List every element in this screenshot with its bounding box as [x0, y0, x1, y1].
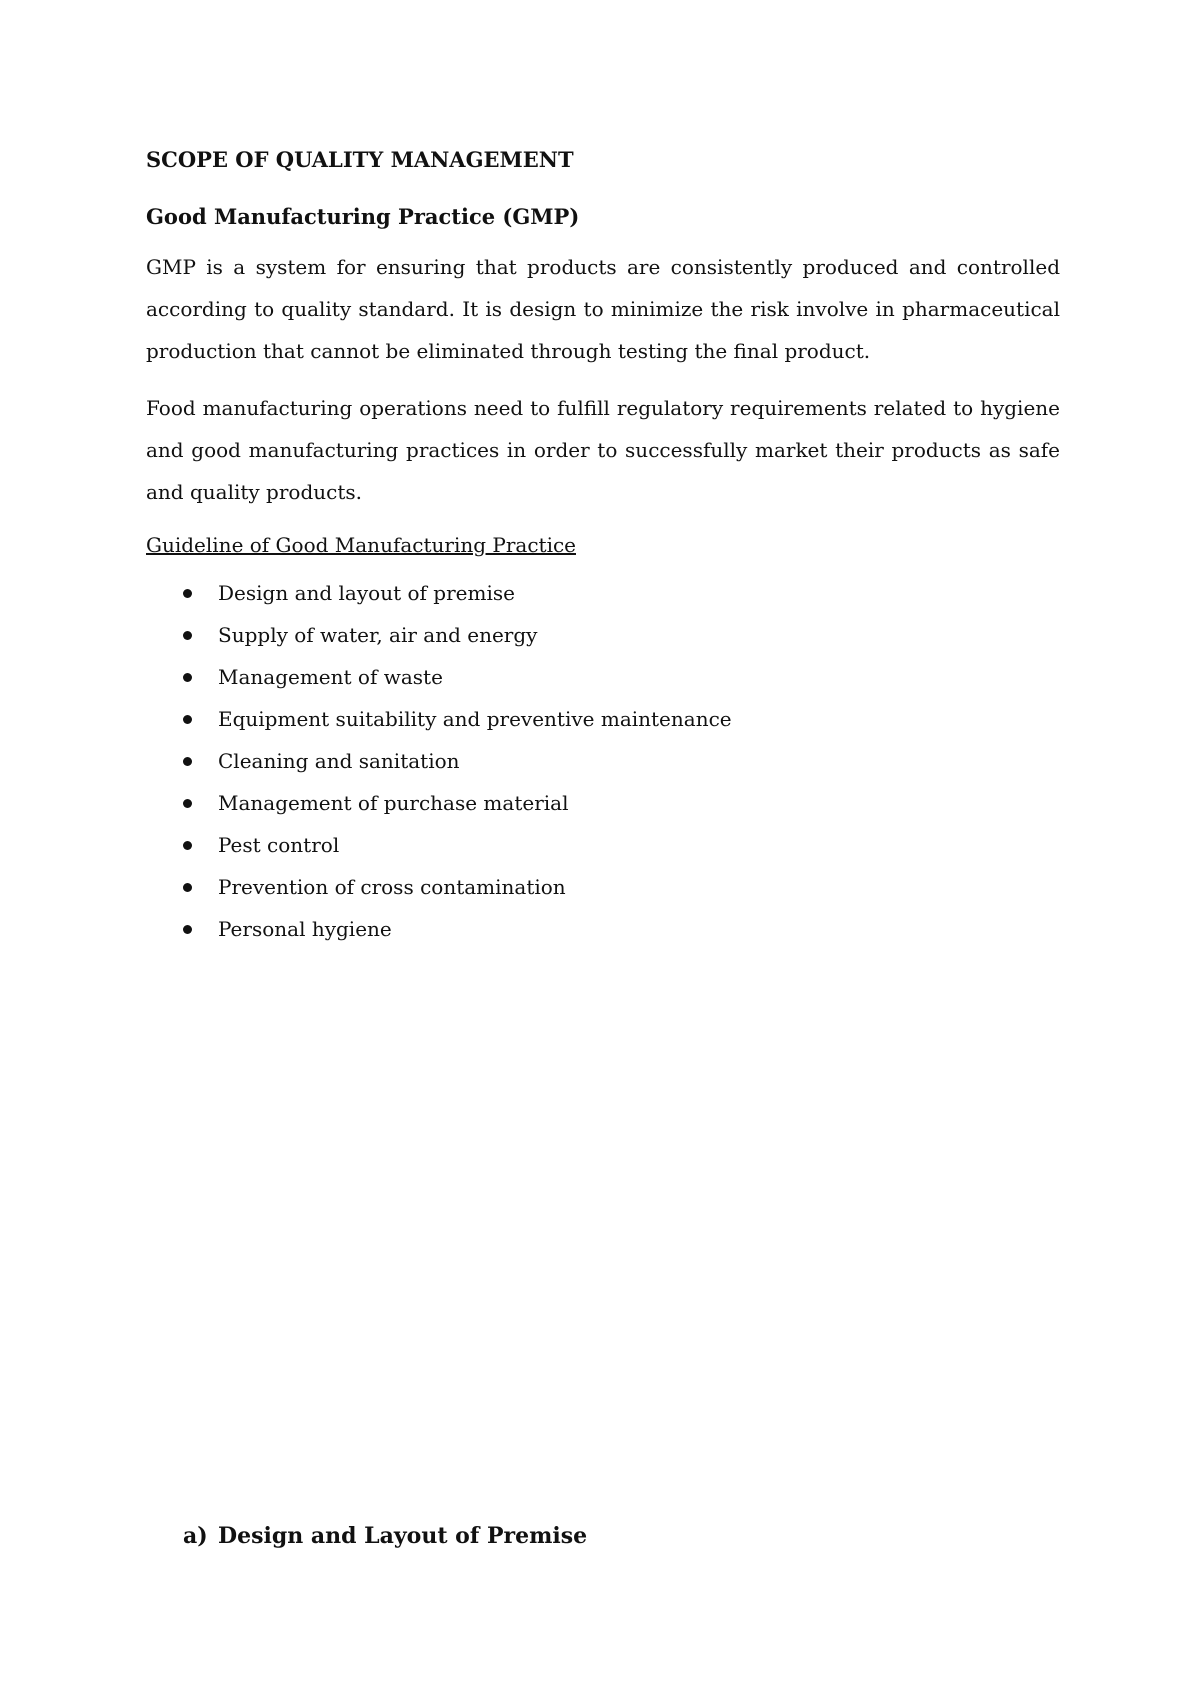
bullet-icon	[183, 925, 192, 934]
list-item-text: Equipment suitability and preventive maintenance	[218, 707, 732, 731]
section-subtitle: Good Manufacturing Practice (GMP)	[146, 204, 580, 229]
list-item-text: Supply of water, air and energy	[218, 623, 538, 647]
list-item	[146, 572, 1060, 614]
guideline-list	[146, 572, 1060, 950]
list-item-text: Prevention of cross contamination	[218, 875, 566, 899]
list-item	[146, 698, 1060, 740]
section-heading-design-layout	[183, 1521, 587, 1551]
bullet-icon	[183, 799, 192, 808]
document-content	[146, 146, 1060, 950]
list-item-text: Design and layout of premise	[218, 581, 515, 605]
paragraph-gmp-definition: GMP is a system for ensuring that products are consistently produced and controlled according to quality standard. It is design to minimize the risk involve in pharmaceutical production that cannot be eliminated through testing the final product.	[146, 255, 1060, 363]
bullet-icon	[183, 841, 192, 850]
list-item	[146, 614, 1060, 656]
section-title: Design and Layout of Premise	[218, 1523, 588, 1549]
list-item	[146, 656, 1060, 698]
list-item-text: Management of purchase material	[218, 791, 569, 815]
bullet-icon	[183, 673, 192, 682]
list-item	[146, 824, 1060, 866]
list-item	[146, 908, 1060, 950]
paragraph-food-manufacturing: Food manufacturing operations need to fulfill regulatory requirements related to hygiene and good manufacturing practices in order to successfully market their products as safe and quality products.	[146, 396, 1060, 504]
list-item-text: Cleaning and sanitation	[218, 749, 460, 773]
bullet-icon	[183, 757, 192, 766]
list-item	[146, 740, 1060, 782]
section-marker: a)	[183, 1523, 208, 1549]
document-title: SCOPE OF QUALITY MANAGEMENT	[146, 147, 574, 172]
list-item-text: Management of waste	[218, 665, 443, 689]
bullet-icon	[183, 589, 192, 598]
bullet-icon	[183, 631, 192, 640]
bullet-icon	[183, 883, 192, 892]
list-item-text: Personal hygiene	[218, 917, 392, 941]
list-item	[146, 866, 1060, 908]
list-item	[146, 782, 1060, 824]
bullet-icon	[183, 715, 192, 724]
list-item-text: Pest control	[218, 833, 340, 857]
guideline-heading: Guideline of Good Manufacturing Practice	[146, 533, 576, 557]
